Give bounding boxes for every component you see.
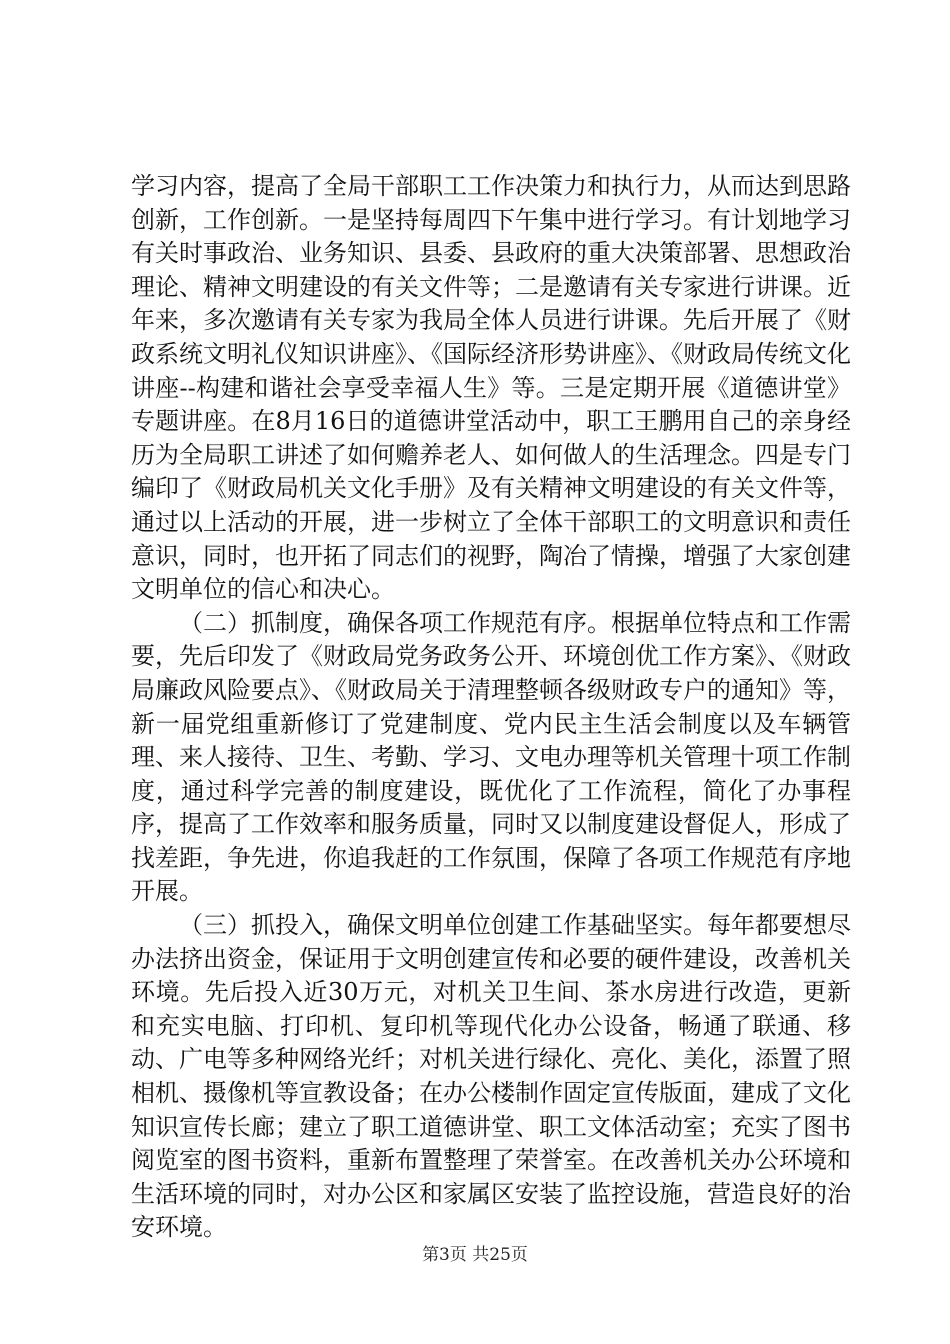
paragraph-study-content: 学习内容，提高了全局干部职工工作决策力和执行力，从而达到思路创新，工作创新。一是坚持每周四下午集中进行学习。有计划地学习有关时事政治、业务知识、县委、县政府的重大决策部署、思想政治理论、精神文明建设的有关文件等；二是邀请有关专家进行讲课。近年来，多次邀请有关专家为我局全体人员进行讲课。先后开展了《财政系统文明礼仪知识讲座》、《国际经济形势讲座》、《财政局传统文化讲座--构建和谐社会享受幸福人生》等。三是定期开展《道德讲堂》专题讲座。在8月16日的道德讲堂活动中，职工王鹏用自己的亲身经历为全局职工讲述了如何赡养老人、如何做人的生活理念。四是专门编印了《财政局机关文化手册》及有关精神文明建设的有关文件等，通过以上活动的开展，进一步树立了全体干部职工的文明意识和责任意识，同时，也开拓了同志们的视野，陶冶了情操，增强了大家创建文明单位的信心和决心。 [131, 172, 851, 604]
paragraph-system-rules: （二）抓制度，确保各项工作规范有序。根据单位特点和工作需要，先后印发了《财政局党务政务公开、环境创优工作方案》、《财政局廉政风险要点》、《财政局关于清理整顿各级财政专户的通知》等，新一届党组重新修订了党建制度、党内民主生活会制度以及车辆管理、来人接待、卫生、考勤、学习、文电办理等机关管理十项工作制度，通过科学完善的制度建设，既优化了工作流程，简化了办事程序，提高了工作效率和服务质量，同时又以制度建设督促人，形成了找差距，争先进，你追我赶的工作氛围，保障了各项工作规范有序地开展。 [131, 608, 851, 906]
document-body [131, 170, 851, 1245]
paragraph-investment: （三）抓投入，确保文明单位创建工作基础坚实。每年都要想尽办法挤出资金，保证用于文明创建宣传和必要的硬件建设，改善机关环境。先后投入近30万元，对机关卫生间、茶水房进行改造，更新和充实电脑、打印机、复印机等现代化办公设备，畅通了联通、移动、广电等多种网络光纤；对机关进行绿化、亮化、美化，添置了照相机、摄像机等宣教设备；在办公楼制作固定宣传版面，建成了文化知识宣传长廊；建立了职工道德讲堂、职工文体活动室；充实了图书阅览室的图书资料，重新布置整理了荣誉室。在改善机关办公环境和生活环境的同时，对办公区和家属区安装了监控设施，营造良好的治安环境。 [131, 911, 851, 1242]
page-footer: 第3页 共25页 [422, 1245, 528, 1265]
